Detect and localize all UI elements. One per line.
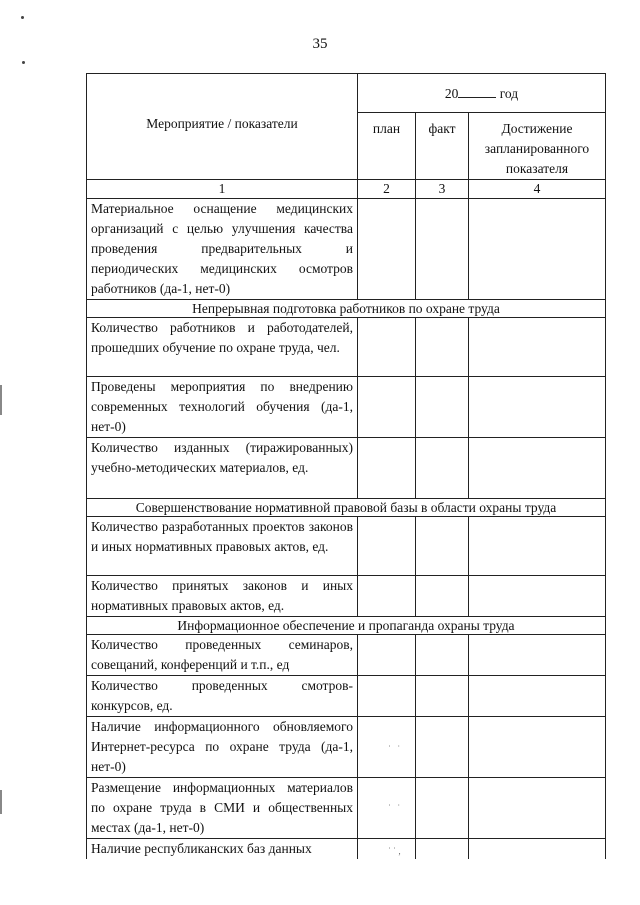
section-row [87,617,606,635]
fact-cell[interactable] [416,635,469,676]
column-number: 2 [358,180,416,199]
indicators-table [86,73,606,859]
table-row [87,377,606,438]
indicator-cell: Количество проведенных смотров-конкурсов, ед. [87,676,358,717]
achievement-cell[interactable] [469,318,606,377]
achievement-cell[interactable] [469,517,606,576]
fact-cell[interactable] [416,438,469,499]
indicator-cell: Материальное оснащение медицинских организаций с целью улучшения качества проведения предварительных и периодических медицинских осмотров работников (да-1, нет-0) [87,199,358,300]
year-suffix: год [499,85,519,101]
achievement-cell[interactable] [469,576,606,617]
plan-cell[interactable] [358,635,416,676]
plan-cell[interactable] [358,199,416,300]
plan-cell[interactable] [358,717,416,778]
year-prefix: 20 [444,85,459,101]
table-row [87,778,606,839]
table-row [87,517,606,576]
table-row [87,676,606,717]
table-row [87,438,606,499]
table-row [87,717,606,778]
scan-specks: ˙˙‚ [388,846,403,856]
scan-dot [22,61,25,64]
indicator-cell: Размещение информационных материалов по охране труда в СМИ и общественных местах (да-1, нет-0) [87,778,358,839]
year-blank [458,83,496,98]
fact-cell[interactable] [416,839,469,860]
scan-edge-mark [0,385,2,415]
column-number-row [87,180,606,199]
fact-cell[interactable] [416,199,469,300]
fact-header: факт [416,113,469,180]
achievement-cell[interactable] [469,199,606,300]
column-number: 4 [469,180,606,199]
table-row [87,635,606,676]
achievement-cell[interactable] [469,717,606,778]
indicator-header: Мероприятие / показатели [87,74,358,180]
indicator-cell: Количество проведенных семинаров, совещаний, конференций и т.п., ед [87,635,358,676]
indicator-cell: Количество разработанных проектов законов и иных нормативных правовых актов, ед. [87,517,358,576]
section-title: Совершенствование нормативной правовой базы в области охраны труда [87,499,606,517]
table-row [87,318,606,377]
indicator-cell: Наличие информационного обновляемого Интернет-ресурса по охране труда (да-1, нет-0) [87,717,358,778]
achievement-cell[interactable] [469,778,606,839]
table-row [87,839,606,860]
column-number: 3 [416,180,469,199]
achievement-header: Достижение запланированного показателя [469,113,606,180]
scan-specks: ˙ ˙ [388,803,403,813]
indicator-cell: Количество изданных (тиражированных) учебно-методических материалов, ед. [87,438,358,499]
indicator-cell: Наличие республиканских баз данных [87,839,358,860]
section-title: Непрерывная подготовка работников по охране труда [87,300,606,318]
achievement-cell[interactable] [469,676,606,717]
table-row [87,576,606,617]
section-title: Информационное обеспечение и пропаганда охраны труда [87,617,606,635]
fact-cell[interactable] [416,576,469,617]
fact-cell[interactable] [416,778,469,839]
year-header [358,74,606,113]
indicator-cell: Количество принятых законов и иных нормативных правовых актов, ед. [87,576,358,617]
section-row [87,300,606,318]
page-number: 35 [312,36,328,52]
plan-cell[interactable] [358,318,416,377]
plan-cell[interactable] [358,839,416,860]
indicator-cell: Количество работников и работодателей, прошедших обучение по охране труда, чел. [87,318,358,377]
scan-edge-mark [0,790,2,814]
plan-cell[interactable] [358,377,416,438]
achievement-cell[interactable] [469,438,606,499]
plan-cell[interactable] [358,517,416,576]
plan-cell[interactable] [358,676,416,717]
fact-cell[interactable] [416,318,469,377]
scan-dot [21,16,24,19]
scan-specks: ˙ ˙ [388,744,403,754]
indicator-cell: Проведены мероприятия по внедрению современных технологий обучения (да-1, нет-0) [87,377,358,438]
column-number: 1 [87,180,358,199]
table-row [87,199,606,300]
achievement-cell[interactable] [469,839,606,860]
achievement-cell[interactable] [469,635,606,676]
fact-cell[interactable] [416,517,469,576]
plan-header: план [358,113,416,180]
plan-cell[interactable] [358,778,416,839]
header-row [87,74,606,113]
plan-cell[interactable] [358,438,416,499]
plan-cell[interactable] [358,576,416,617]
fact-cell[interactable] [416,377,469,438]
fact-cell[interactable] [416,676,469,717]
section-row [87,499,606,517]
achievement-cell[interactable] [469,377,606,438]
fact-cell[interactable] [416,717,469,778]
